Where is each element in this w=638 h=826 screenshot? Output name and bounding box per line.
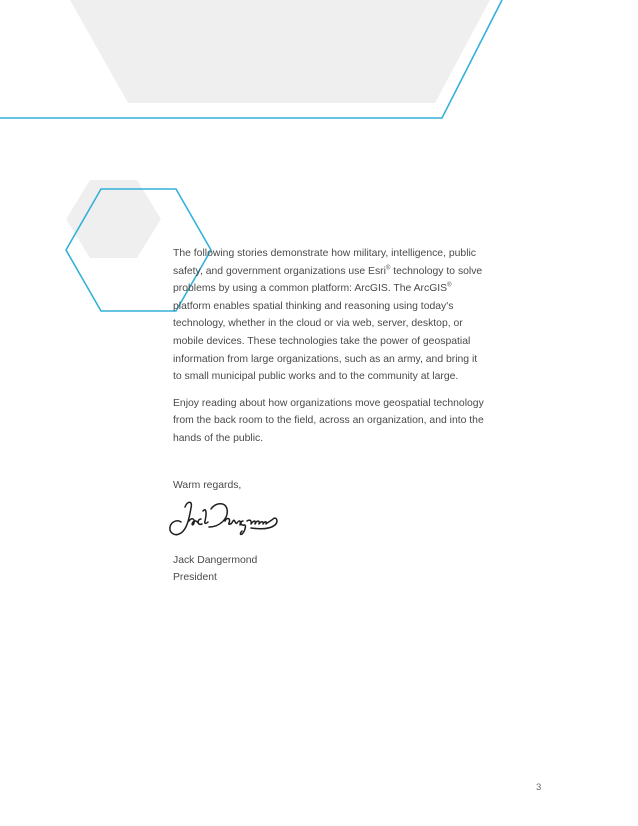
small-gray-hexagon (66, 180, 161, 258)
letter-body (173, 245, 485, 448)
letter-paragraph-2: Enjoy reading about how organizations move geospatial technology from the back room to the field, across an organization, and into the hands of the public. (173, 397, 484, 444)
signer-title: President (173, 571, 217, 583)
letter-paragraph-1: The following stories demonstrate how military, intelligence, public safety, and government organizations use Esri® technology to solve problems by using a common platform: ArcGIS. The ArcGIS® platform enables spatial thinking and reasoning using today's technology, whether in the cloud or via web, server, desktop, or mobile devices. These technologies take the power of geospatial information from large organizations, such as an army, and bring it to small municipal public works and to the community at large. (173, 248, 483, 383)
page-number: 3 (536, 782, 542, 793)
signer-block (173, 553, 257, 586)
closing-salutation: Warm regards, (173, 480, 242, 491)
signature (163, 497, 283, 545)
top-hexagon-band (70, 0, 490, 103)
svg-text:Jack Dangermond: Jack Dangermond (163, 497, 172, 498)
signer-name: Jack Dangermond (173, 555, 258, 566)
